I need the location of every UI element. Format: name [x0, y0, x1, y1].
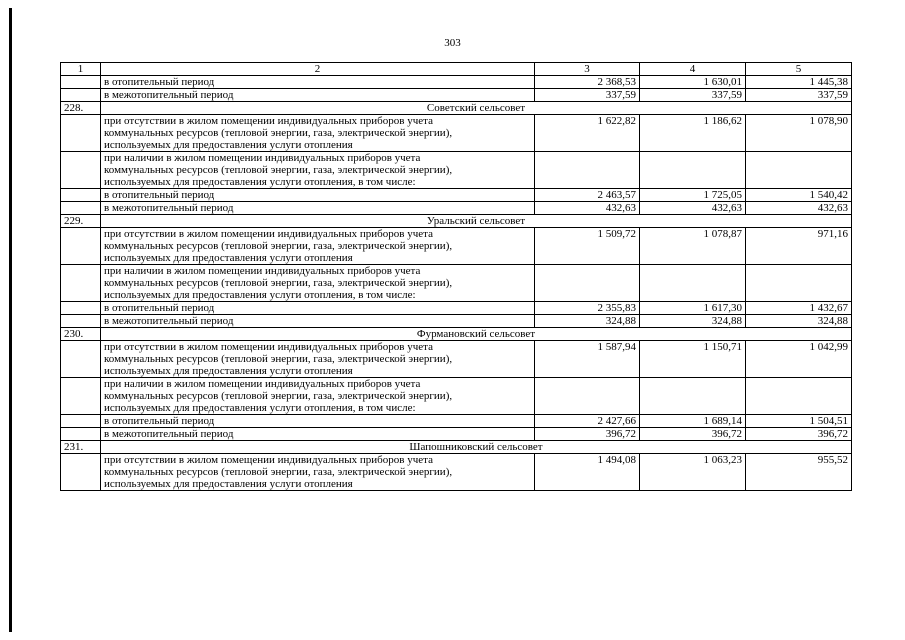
value-col-3: 337,59 — [535, 89, 640, 102]
row-number — [61, 189, 101, 202]
row-description-text: в межотопительный период — [104, 89, 234, 101]
row-description-text: при наличии в жилом помещении индивидуальных приборов учета коммунальных ресурсов (тепловой энергии, газа, электрической энергии), используемых для предоставления услуги отопления, в том числе: — [104, 265, 453, 301]
value-col-3: 2 355,83 — [535, 302, 640, 315]
table-row — [61, 428, 852, 441]
table-row — [61, 341, 852, 378]
value-col-4: 1 630,01 — [640, 76, 746, 89]
value-col-4: 396,72 — [640, 428, 746, 441]
row-number — [61, 428, 101, 441]
row-description-text: в межотопительный период — [104, 315, 234, 327]
table-row — [61, 228, 852, 265]
row-description-text: при отсутствии в жилом помещении индивидуальных приборов учета коммунальных ресурсов (тепловой энергии, газа, электрической энергии), используемых для предоставления услуги отопления — [104, 454, 453, 490]
row-description — [101, 302, 535, 315]
row-description — [101, 89, 535, 102]
value-col-4: 1 078,87 — [640, 228, 746, 265]
table-row — [61, 189, 852, 202]
page-number: 303 — [444, 37, 461, 49]
value-col-3: 1 587,94 — [535, 341, 640, 378]
section-number: 230. — [61, 328, 101, 341]
row-number — [61, 89, 101, 102]
value-col-3: 396,72 — [535, 428, 640, 441]
value-col-5: 1 042,99 — [746, 341, 852, 378]
value-col-3 — [535, 152, 640, 189]
value-col-5: 337,59 — [746, 89, 852, 102]
table-row — [61, 315, 852, 328]
value-col-4: 1 150,71 — [640, 341, 746, 378]
value-col-4 — [640, 378, 746, 415]
value-col-4: 1 063,23 — [640, 454, 746, 491]
section-row — [61, 441, 852, 454]
value-col-5: 1 504,51 — [746, 415, 852, 428]
section-number: 228. — [61, 102, 101, 115]
row-description-text: в отопительный период — [104, 415, 215, 427]
row-number — [61, 378, 101, 415]
value-col-3: 2 427,66 — [535, 415, 640, 428]
header-cell-3: 3 — [535, 63, 640, 76]
header-cell-1: 1 — [61, 63, 101, 76]
table-row — [61, 302, 852, 315]
value-col-3 — [535, 265, 640, 302]
value-col-4: 1 617,30 — [640, 302, 746, 315]
value-col-4 — [640, 265, 746, 302]
section-title: Уральский сельсовет — [101, 215, 852, 228]
row-number — [61, 115, 101, 152]
row-number — [61, 265, 101, 302]
value-col-4: 1 725,05 — [640, 189, 746, 202]
header-cell-4: 4 — [640, 63, 746, 76]
row-description-text: при наличии в жилом помещении индивидуальных приборов учета коммунальных ресурсов (тепловой энергии, газа, электрической энергии), используемых для предоставления услуги отопления, в том числе: — [104, 152, 453, 188]
value-col-4 — [640, 152, 746, 189]
row-description — [101, 378, 535, 415]
value-col-3: 2 368,53 — [535, 76, 640, 89]
row-number — [61, 415, 101, 428]
row-description — [101, 341, 535, 378]
row-description-text: в межотопительный период — [104, 428, 234, 440]
row-description — [101, 428, 535, 441]
row-description — [101, 76, 535, 89]
row-description — [101, 152, 535, 189]
row-description-text: в отопительный период — [104, 302, 215, 314]
row-number — [61, 76, 101, 89]
row-description-text: в отопительный период — [104, 76, 215, 88]
value-col-5 — [746, 152, 852, 189]
table-row — [61, 202, 852, 215]
section-row — [61, 328, 852, 341]
row-number — [61, 454, 101, 491]
section-row — [61, 215, 852, 228]
section-title: Шапошниковский сельсовет — [101, 441, 852, 454]
value-col-5 — [746, 378, 852, 415]
row-number — [61, 341, 101, 378]
table-row — [61, 454, 852, 491]
value-col-4: 324,88 — [640, 315, 746, 328]
value-col-4: 337,59 — [640, 89, 746, 102]
row-description — [101, 265, 535, 302]
table-row — [61, 415, 852, 428]
row-number — [61, 202, 101, 215]
row-description-text: при отсутствии в жилом помещении индивидуальных приборов учета коммунальных ресурсов (тепловой энергии, газа, электрической энергии), используемых для предоставления услуги отопления — [104, 228, 453, 264]
value-col-4: 1 186,62 — [640, 115, 746, 152]
row-number — [61, 315, 101, 328]
row-description — [101, 228, 535, 265]
row-description-text: при отсутствии в жилом помещении индивидуальных приборов учета коммунальных ресурсов (тепловой энергии, газа, электрической энергии), используемых для предоставления услуги отопления — [104, 341, 453, 377]
row-number — [61, 302, 101, 315]
value-col-3: 2 463,57 — [535, 189, 640, 202]
table-row — [61, 378, 852, 415]
row-description-text: при наличии в жилом помещении индивидуальных приборов учета коммунальных ресурсов (тепловой энергии, газа, электрической энергии), используемых для предоставления услуги отопления, в том числе: — [104, 378, 453, 414]
value-col-4: 432,63 — [640, 202, 746, 215]
value-col-5: 1 078,90 — [746, 115, 852, 152]
value-col-5: 1 432,67 — [746, 302, 852, 315]
header-cell-5: 5 — [746, 63, 852, 76]
section-title: Советский сельсовет — [101, 102, 852, 115]
table-row — [61, 265, 852, 302]
row-number — [61, 228, 101, 265]
value-col-5 — [746, 265, 852, 302]
row-description — [101, 315, 535, 328]
header-row — [61, 63, 852, 76]
value-col-3: 1 509,72 — [535, 228, 640, 265]
value-col-3: 432,63 — [535, 202, 640, 215]
value-col-5: 1 445,38 — [746, 76, 852, 89]
table-row — [61, 152, 852, 189]
value-col-3 — [535, 378, 640, 415]
row-description-text: при отсутствии в жилом помещении индивидуальных приборов учета коммунальных ресурсов (тепловой энергии, газа, электрической энергии), используемых для предоставления услуги отопления — [104, 115, 453, 151]
header-cell-2: 2 — [101, 63, 535, 76]
row-description — [101, 115, 535, 152]
value-col-5: 432,63 — [746, 202, 852, 215]
scan-edge-bar — [9, 8, 12, 632]
table-row — [61, 76, 852, 89]
value-col-3: 324,88 — [535, 315, 640, 328]
value-col-3: 1 622,82 — [535, 115, 640, 152]
table-row — [61, 89, 852, 102]
row-description-text: в отопительный период — [104, 189, 215, 201]
value-col-5: 396,72 — [746, 428, 852, 441]
row-description — [101, 189, 535, 202]
row-description — [101, 415, 535, 428]
section-title: Фурмановский сельсовет — [101, 328, 852, 341]
row-description — [101, 202, 535, 215]
row-description-text: в межотопительный период — [104, 202, 234, 214]
section-number: 231. — [61, 441, 101, 454]
value-col-4: 1 689,14 — [640, 415, 746, 428]
value-col-5: 971,16 — [746, 228, 852, 265]
tariff-table — [60, 62, 852, 491]
row-number — [61, 152, 101, 189]
value-col-5: 1 540,42 — [746, 189, 852, 202]
table-row — [61, 115, 852, 152]
section-number: 229. — [61, 215, 101, 228]
value-col-3: 1 494,08 — [535, 454, 640, 491]
row-description — [101, 454, 535, 491]
value-col-5: 955,52 — [746, 454, 852, 491]
section-row — [61, 102, 852, 115]
value-col-5: 324,88 — [746, 315, 852, 328]
